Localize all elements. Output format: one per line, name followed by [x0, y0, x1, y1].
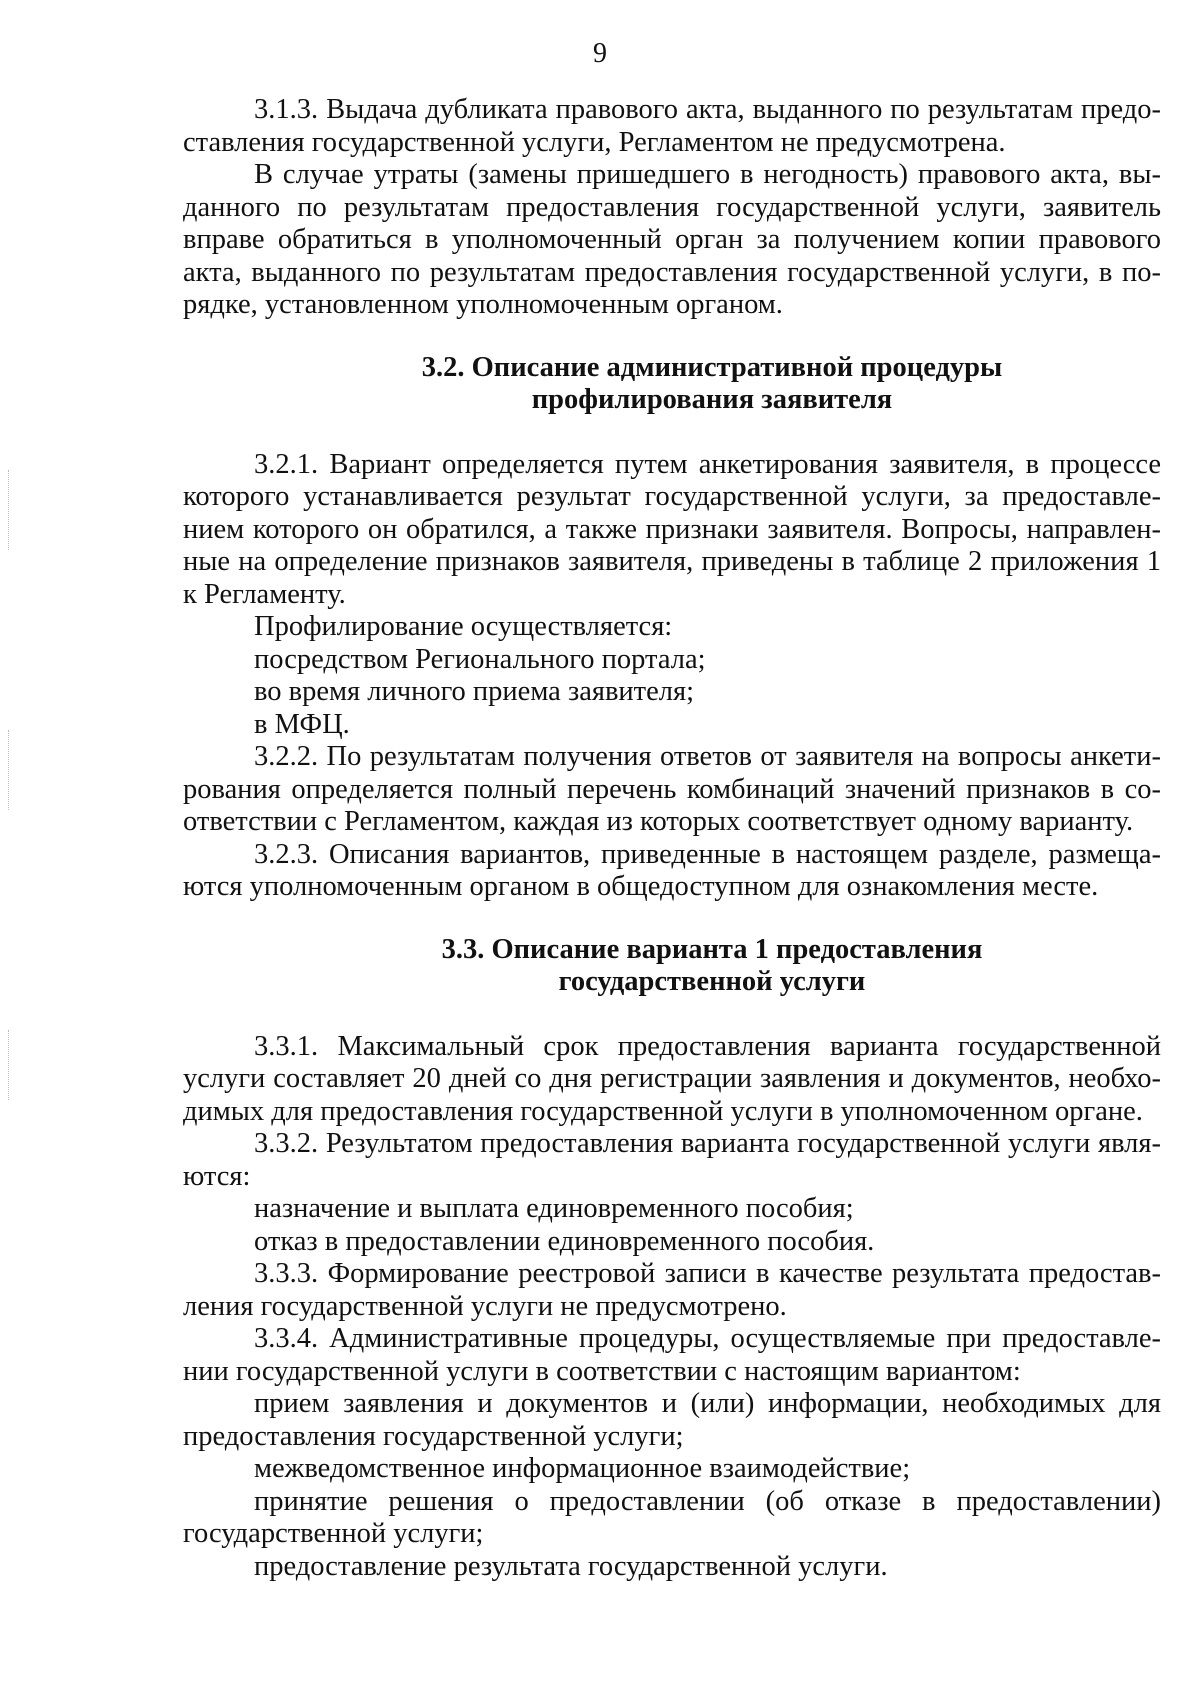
scan-margin-mark	[8, 470, 12, 550]
paragraph: 3.2.2. По результатам получения ответов от заявителя на вопросы анкетирования определяется полный перечень комбинаций значений признаков в соответствии с Регламентом, каждая из которых соответствует одному варианту.	[183, 741, 1161, 837]
list-item: межведомственное информационное взаимодействие;	[254, 1453, 911, 1484]
scan-margin-mark	[8, 730, 12, 810]
paragraph: 3.1.3. Выдача дубликата правового акта, выданного по результатам предоставления государственной услуги, Регламентом не предусмотрена.	[183, 94, 1161, 158]
scan-margin-mark	[8, 1030, 12, 1100]
paragraph: 3.2.1. Вариант определяется путем анкетирования заявителя, в процессе которого устанавливается результат государственной услуги, за предоставлением которого он обратился, а также признаки заявителя. Вопросы, направленные на определение признаков заявителя, приведены в таблице 2 приложения 1 к Регламенту.	[183, 448, 1161, 610]
list-item: прием заявления и документов и (или) информации, необходимых для предоставления государственной услуги;	[183, 1388, 1161, 1452]
list-item: назначение и выплата единовременного пособия;	[254, 1193, 854, 1224]
paragraph: Профилирование осуществляется:	[254, 611, 673, 642]
paragraph: 3.3.1. Максимальный срок предоставления варианта государственной услуги составляет 20 дней со дня регистрации заявления и документов, необходимых для предоставления государственной услуги в уполномоченном органе.	[183, 1030, 1161, 1127]
list-item: в МФЦ.	[254, 708, 350, 740]
list-item: во время личного приема заявителя;	[254, 676, 695, 707]
paragraph: 3.3.4. Административные процедуры, осуществляемые при предоставлении государственной услуги в соответствии с настоящим вариантом:	[183, 1323, 1161, 1387]
section-heading-3-2	[183, 352, 1161, 417]
section-heading-3-3	[183, 934, 1161, 999]
list-item: отказ в предоставлении единовременного пособия.	[254, 1225, 875, 1257]
heading-line: 3.2. Описание административной процедуры	[421, 351, 1003, 383]
heading-line: государственной услуги	[558, 966, 866, 997]
paragraph: В случае утраты (замены пришедшего в негодность) правового акта, выданного по результатам предоставления государственной услуги, заявитель вправе обратиться в уполномоченный орган за получением копии правового акта, выданного по результатам предоставления государственной услуги, в порядке, установленном уполномоченным органом.	[183, 159, 1161, 320]
document-body	[183, 94, 1161, 1583]
list-item: предоставление результата государственной услуги.	[254, 1550, 888, 1582]
paragraph: 3.3.3. Формирование реестровой записи в качестве результата предоставления государственной услуги не предусмотрено.	[183, 1258, 1161, 1322]
paragraph: 3.3.2. Результатом предоставления варианта государственной услуги являются:	[183, 1128, 1161, 1192]
list-item: принятие решения о предоставлении (об отказе в предоставлении) государственной услуги;	[183, 1485, 1161, 1549]
heading-line: профилирования заявителя	[531, 384, 893, 415]
heading-line: 3.3. Описание варианта 1 предоставления	[441, 933, 983, 965]
list-item: посредством Регионального портала;	[254, 643, 706, 675]
page-number: 9	[593, 38, 607, 69]
paragraph: 3.2.3. Описания вариантов, приведенные в настоящем разделе, размещаются уполномоченным органом в общедоступном для ознакомления месте.	[183, 838, 1161, 902]
